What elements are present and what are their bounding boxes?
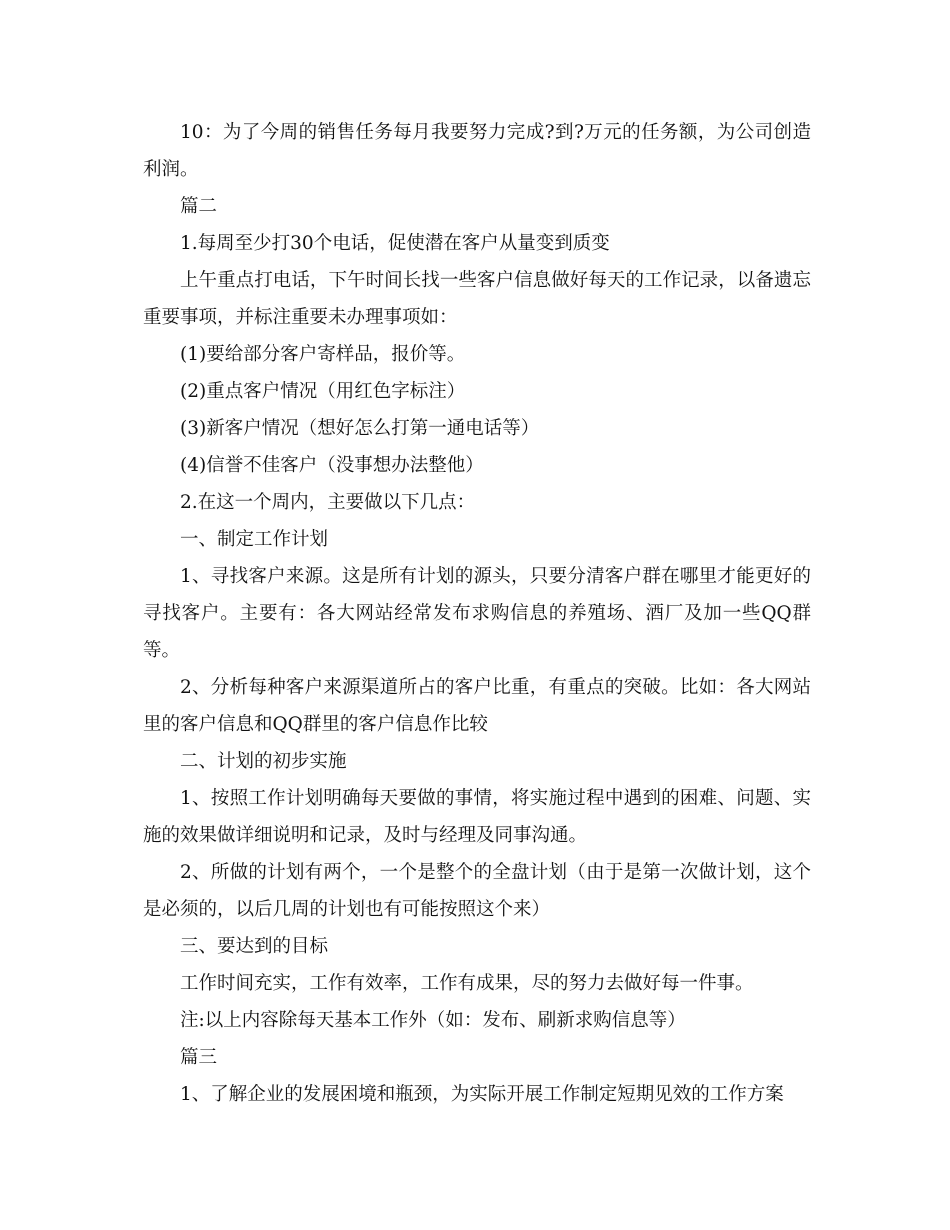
paragraph-sales-target: 10：为了今周的销售任务每月我要努力完成?到?万元的任务额，为公司创造利润。 [143, 122, 811, 180]
paragraph-calls-per-week: 1.每周至少打30个电话，促使潜在客户从量变到质变 [180, 233, 610, 254]
paragraph-find-sources: 1、寻找客户来源。这是所有计划的源头，只要分清客户群在哪里才能更好的寻找客户。主要有：各大网站经常发布求购信息的养殖场、酒厂及加一些QQ群等。 [143, 566, 811, 661]
section-heading-part2: 篇二 [180, 196, 218, 217]
list-item-samples: (1)要给部分客户寄样品，报价等。 [180, 344, 466, 365]
paragraph-two-plans: 2、所做的计划有两个，一个是整个的全盘计划（由于是第一次做计划，这个是必须的，以后几周的计划也有可能按照这个来） [143, 862, 811, 920]
paragraph-daily-tasks: 1、按照工作计划明确每天要做的事情，将实施过程中遇到的困难、问题、实施的效果做详细说明和记录，及时与经理及同事沟通。 [143, 788, 811, 846]
list-item-key-customers: (2)重点客户情况（用红色字标注） [180, 381, 466, 402]
list-item-poor-credit: (4)信誉不佳客户（没事想办法整他） [180, 455, 484, 476]
heading-make-plan: 一、制定工作计划 [180, 529, 329, 550]
section-heading-part3: 篇三 [180, 1047, 218, 1068]
heading-goals: 三、要达到的目标 [180, 936, 329, 957]
paragraph-goal-statement: 工作时间充实，工作有效率，工作有成果，尽的努力去做好每一件事。 [180, 973, 754, 994]
paragraph-daily-routine: 上午重点打电话，下午时间长找一些客户信息做好每天的工作记录，以备遗忘重要事项，并标注重要未办理事项如： [143, 270, 811, 328]
paragraph-analyze-sources: 2、分析每种客户来源渠道所占的客户比重，有重点的突破。比如：各大网站里的客户信息和QQ群里的客户信息作比较 [143, 677, 811, 735]
paragraph-understand-company: 1、了解企业的发展困境和瓶颈，为实际开展工作制定短期见效的工作方案 [180, 1084, 784, 1105]
list-item-new-customers: (3)新客户情况（想好怎么打第一通电话等） [180, 418, 540, 439]
heading-initial-implementation: 二、计划的初步实施 [180, 751, 347, 772]
paragraph-weekly-points: 2.在这一个周内，主要做以下几点： [180, 492, 476, 513]
document-body [143, 114, 811, 1113]
paragraph-note: 注:以上内容除每天基本工作外（如：发布、刷新求购信息等） [180, 1010, 686, 1031]
